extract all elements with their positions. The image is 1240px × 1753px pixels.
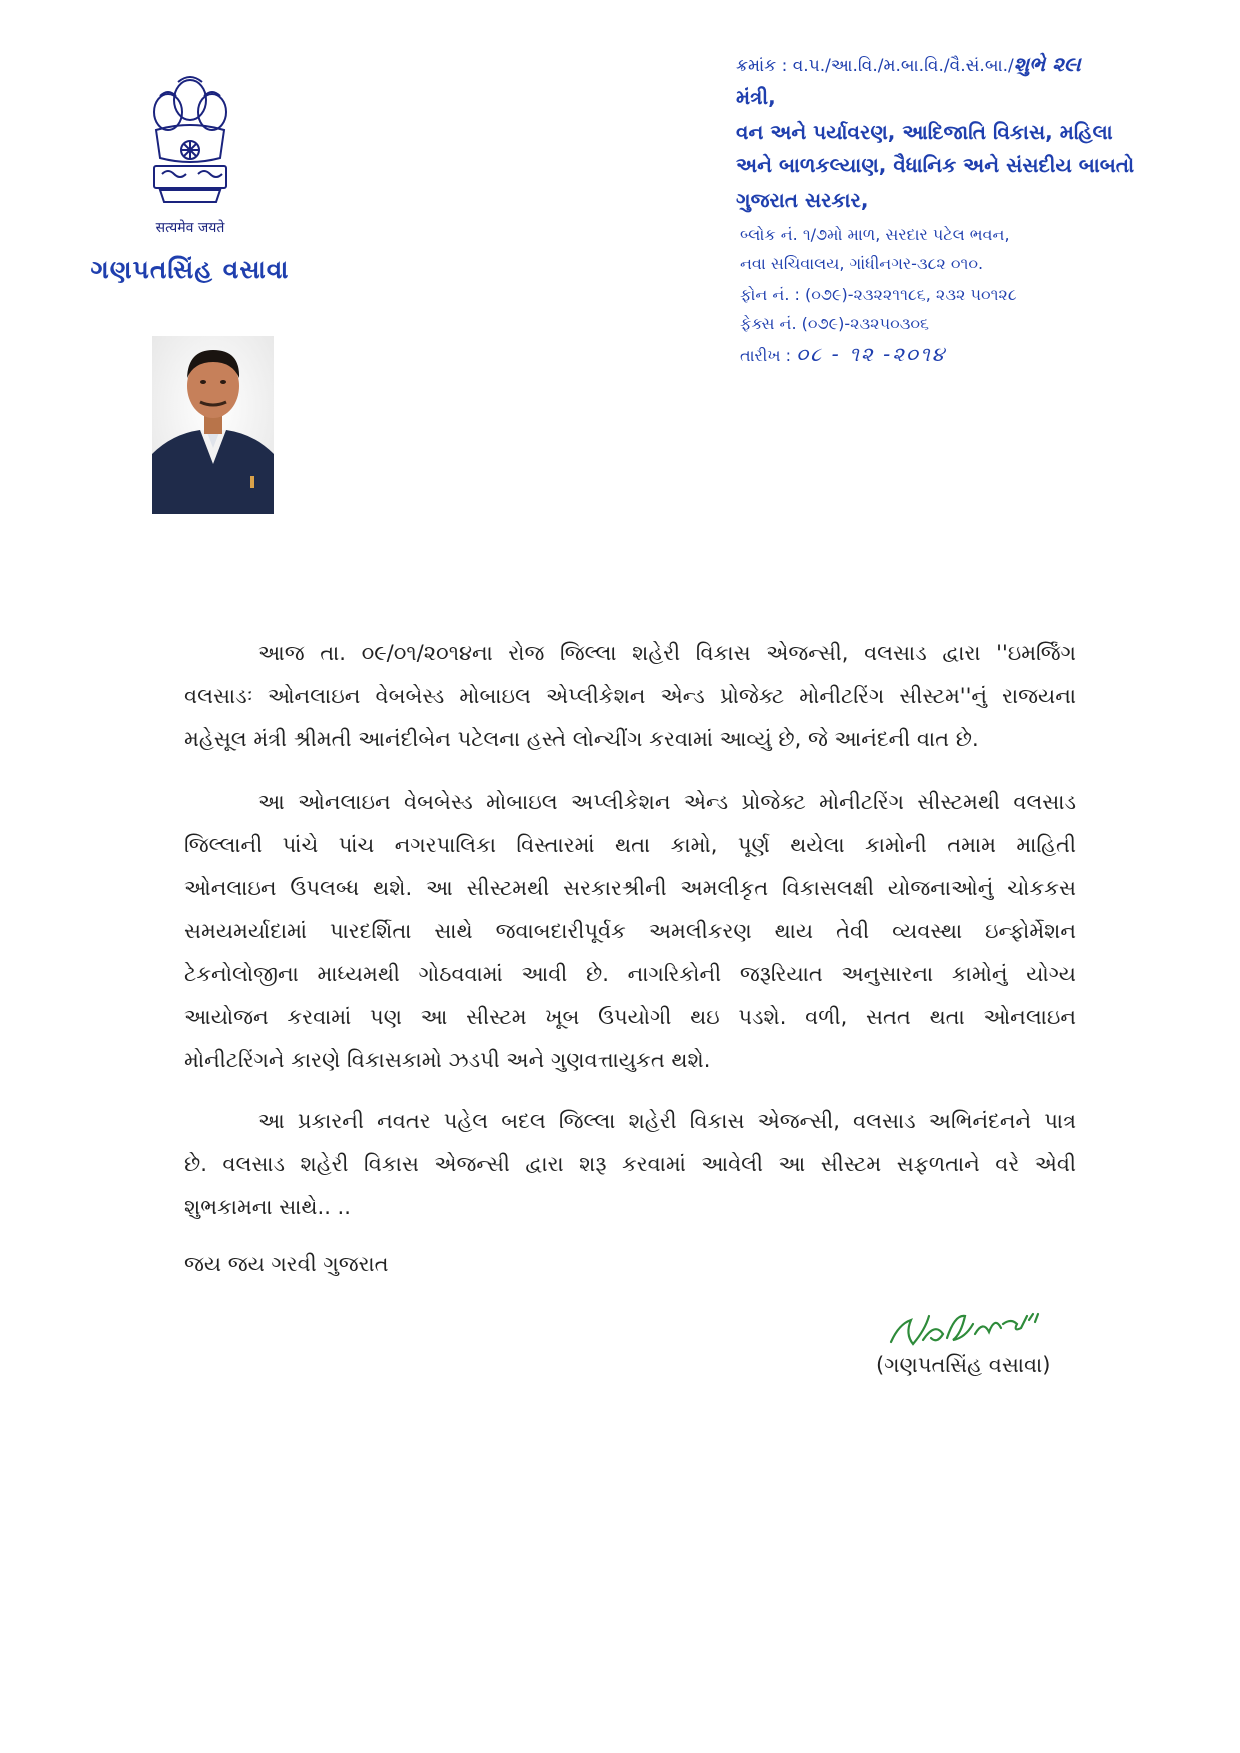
reference-handwritten: શુભે ૨૯। xyxy=(1013,52,1082,76)
phone-number: ફોન નં. : (૦૭૯)-૨૩૨૨૧૧૮૬, ૨૩૨ ૫૦૧૨૮ xyxy=(740,285,1017,304)
paragraph-line: વલસાડઃ ઓનલાઇન વેબબેસ્ડ મોબાઇલ એપ્લીકેશન એન્ડ પ્રોજેક્ટ મોનીટરિંગ સીસ્ટમ''નું રાજયના xyxy=(184,684,1076,708)
paragraph-line: શુભકામના સાથે.. .. xyxy=(184,1195,351,1219)
letter-date xyxy=(740,342,946,366)
fax-number: ફેક્સ નં. (૦૭૯)-૨૩૨૫૦૩૦૬ xyxy=(740,314,929,333)
address-line-2: નવા સચિવાલય, ગાંધીનગર-૩૮૨ ૦૧૦. xyxy=(740,254,984,273)
department-line-2: અને બાળકલ્યાણ, વૈધાનિક અને સંસદીય બાબતો xyxy=(736,153,1135,177)
paragraph-line: ટેકનોલોજીના માધ્યમથી ગોઠવવામાં આવી છે. નાગરિકોની જરૂરિયાત અનુસારના કામોનું યોગ્ય xyxy=(184,962,1076,986)
paragraph-line: જિલ્લાની પાંચે પાંચ નગરપાલિકા વિસ્તારમાં થતા કામો, પૂર્ણ થયેલા કામોની તમામ માહિતી xyxy=(184,833,1076,857)
closing-salutation: જય જય ગરવી ગુજરાત xyxy=(184,1252,389,1276)
paragraph-line: મહેસૂલ મંત્રી શ્રીમતી આનંદીબેન પટેલના હસ્તે લોન્ચીંગ કરવામાં આવ્યું છે, જે આનંદની વાત છે. xyxy=(184,727,979,751)
paragraph-3 xyxy=(184,1100,1076,1229)
paragraph-line: આજ તા. ૦૯/૦૧/૨૦૧૪ના રોજ જિલ્લા શહેરી વિકાસ એજન્સી, વલસાડ દ્વારા ''ઇમર્જિંગ xyxy=(258,641,1076,665)
paragraph-line: આયોજન કરવામાં પણ આ સીસ્ટમ ખૂબ ઉપયોગી થઇ પડશે. વળી, સતત થતા ઓનલાઇન xyxy=(184,1005,1076,1029)
paragraph-line: મોનીટરિંગને કારણે વિકાસકામો ઝડપી અને ગુણવત્તાયુકત થશે. xyxy=(184,1048,711,1072)
designation-title: મંત્રી, xyxy=(736,85,776,109)
paragraph-line: આ પ્રકારની નવતર પહેલ બદલ જિલ્લા શહેરી વિકાસ એજન્સી, વલસાડ અભિનંદનને પાત્ર xyxy=(258,1109,1076,1133)
emblem-motto: सत्यमेव जयते xyxy=(155,220,225,236)
date-label: તારીખ : xyxy=(740,346,792,365)
paragraph-2 xyxy=(184,781,1076,1082)
minister-name-heading: ગણપતસિંહ વસાવા xyxy=(90,255,290,284)
minister-portrait-photo xyxy=(152,336,274,514)
reference-number xyxy=(736,52,1081,76)
government-name: ગુજરાત સરકાર, xyxy=(736,188,869,212)
address-line-1: બ્લોક નં. ૧/૭મો માળ, સરદાર પટેલ ભવન, xyxy=(740,225,1010,244)
signatory-name: (ગણપતસિંહ વસાવા) xyxy=(876,1353,1051,1377)
department-line-1: વન અને પર્યાવરણ, આદિજાતિ વિકાસ, મહિલા xyxy=(736,120,1113,144)
reference-label: ક્રમાંક : વ.પ./આ.વિ./મ.બા.વિ./વૈ.સં.બા./ xyxy=(736,56,1014,76)
paragraph-line: છે. વલસાડ શહેરી વિકાસ એજન્સી દ્વારા શરૂ કરવામાં આવેલી આ સીસ્ટમ સફળતાને વરે એવી xyxy=(184,1152,1076,1176)
date-handwritten: ૦૮ - ૧૨ -૨૦૧૪ xyxy=(796,342,947,366)
paragraph-line: ઓનલાઇન ઉપલબ્ધ થશે. આ સીસ્ટમથી સરકારશ્રીની અમલીકૃત વિકાસલક્ષી યોજનાઓનું ચોકકસ xyxy=(184,876,1076,900)
paragraph-line: આ ઓનલાઇન વેબબેસ્ડ મોબાઇલ અપ્લીકેશન એન્ડ પ્રોજેક્ટ મોનીટરિંગ સીસ્ટમથી વલસાડ xyxy=(258,790,1076,814)
national-emblem-icon xyxy=(138,70,242,220)
paragraph-line: સમયમર્યાદામાં પારદર્શિતા સાથે જવાબદારીપૂર્વક અમલીકરણ થાય તેવી વ્યવસ્થા ઇન્ફોર્મેશન xyxy=(184,919,1076,943)
paragraph-1 xyxy=(184,632,1076,761)
